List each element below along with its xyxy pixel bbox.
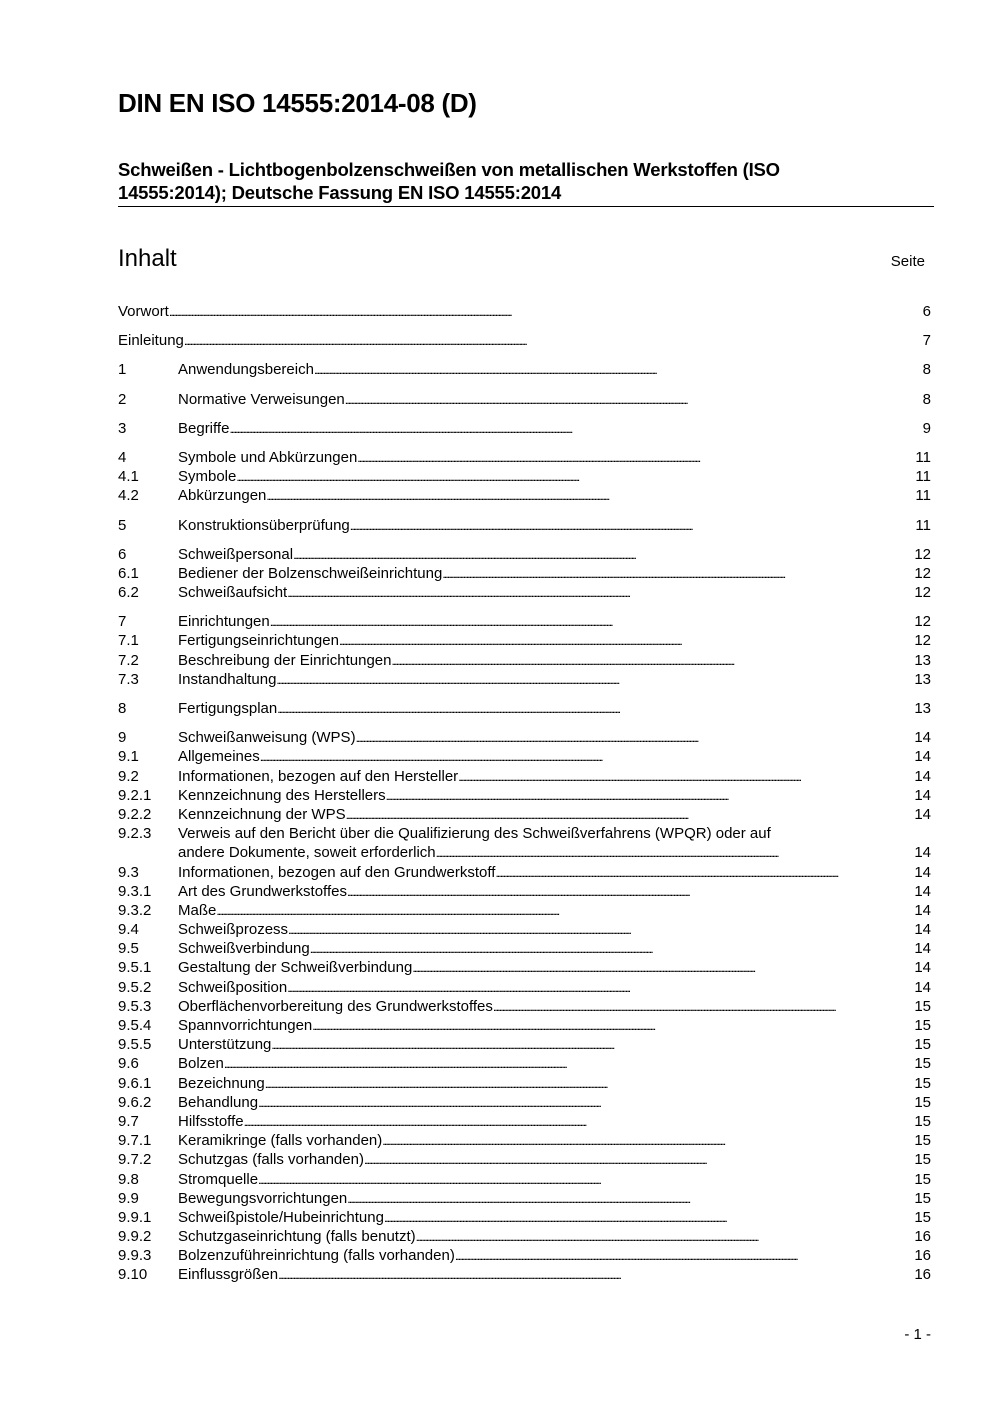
toc-entry-page: 6 (922, 303, 931, 320)
toc-entry[interactable] (118, 939, 931, 958)
toc-entry-page: 13 (914, 651, 931, 669)
toc-entry-number: 1 (118, 361, 127, 379)
toc-entry[interactable] (118, 1170, 931, 1189)
toc-group (118, 331, 931, 350)
toc-entry[interactable] (118, 882, 931, 901)
page-column-label: Seite (890, 253, 925, 270)
toc-entry-title: Schutzgas (falls vorhanden) (178, 1151, 364, 1169)
toc-entry-title: Beschreibung der Einrichtungen (178, 651, 392, 669)
toc-entry-number: 9.8 (118, 1170, 139, 1188)
toc-entry[interactable] (118, 747, 931, 766)
toc-entry-title: Informationen, bezogen auf den Hersteller (178, 767, 459, 785)
toc-entry-title: Bolzenzuführeinrichtung (falls vorhanden) (178, 1247, 455, 1265)
dot-leader (356, 728, 915, 748)
toc-entry-number: 3 (118, 419, 127, 437)
toc-entry-title: Unterstützung (178, 1036, 272, 1054)
toc-entry-page: 13 (914, 700, 931, 717)
toc-entry-title: andere Dokumente, soweit erforderlich (178, 844, 436, 862)
toc-entry[interactable] (118, 1054, 931, 1073)
toc-entry[interactable] (118, 997, 931, 1016)
toc-entry-page: 16 (914, 1247, 931, 1265)
toc-entry-page: 12 (914, 584, 931, 602)
toc-entry-number: 9.5.2 (118, 978, 152, 996)
toc-entry-page: 14 (914, 940, 931, 958)
toc-entry-title: Normative Verweisungen (178, 390, 345, 408)
toc-entry-page: 12 (914, 632, 931, 650)
toc-entry-title: Einrichtungen (178, 613, 270, 631)
toc-entry-page: 15 (914, 1036, 931, 1054)
dot-leader (184, 331, 923, 351)
toc-entry-page: 7 (922, 332, 931, 350)
dot-leader (458, 767, 914, 787)
subtitle-line: 14555:2014); Deutsche Fassung EN ISO 14555:2014 (118, 182, 562, 203)
toc-entry[interactable] (118, 467, 931, 486)
toc-entry-number: 9.6.1 (118, 1074, 152, 1092)
toc-entry-number: 4 (118, 448, 127, 466)
toc-entry-number: 9.5.5 (118, 1036, 152, 1054)
toc-entry-title: Bezeichnung (178, 1074, 265, 1092)
dot-leader (384, 1208, 914, 1228)
toc-heading: Inhalt (118, 245, 177, 272)
toc-entry-number: 9.5.1 (118, 959, 152, 977)
toc-entry-number: 9.1 (118, 748, 139, 766)
toc-entry-page: 14 (914, 959, 931, 977)
toc-entry-title: Maße (178, 901, 217, 919)
toc-entry-title: Symbole und Abkürzungen (178, 448, 358, 466)
toc-entry[interactable] (118, 1112, 931, 1131)
toc-entry-number: 7 (118, 613, 127, 631)
dot-leader (293, 545, 914, 565)
toc-entry-number: 9.7.2 (118, 1151, 152, 1169)
toc-entry-title: Schweißaufsicht (178, 584, 288, 602)
toc-entry-number: 9 (118, 729, 127, 747)
dot-leader (357, 448, 915, 468)
toc-entry-title: Schweißpistole/Hubeinrichtung (178, 1208, 384, 1226)
toc-entry-number: 9.9.1 (118, 1208, 152, 1226)
toc-entry-title: Bolzen (178, 1055, 224, 1073)
toc-entry-page: 14 (914, 729, 931, 747)
toc-entry-number: 2 (118, 390, 127, 408)
toc-entry-continuation[interactable] (118, 843, 931, 862)
toc-entry-title: Fertigungsplan (178, 700, 278, 717)
toc-entry-page: 15 (914, 1055, 931, 1073)
toc-entry-title: Einflussgrößen (178, 1266, 279, 1284)
toc-entry-number: 9.2.2 (118, 805, 152, 823)
toc-entry[interactable] (118, 863, 931, 882)
page-number: - 1 - (904, 1326, 931, 1343)
toc-entry[interactable] (118, 901, 931, 920)
toc-entry-number: 6 (118, 545, 127, 563)
toc-group (118, 699, 931, 718)
dot-leader (493, 997, 914, 1017)
toc-entry-number: 9.7 (118, 1112, 139, 1130)
toc-entry-title: Konstruktionsüberprüfung (178, 516, 350, 534)
toc-entry-number: 9.5.3 (118, 997, 152, 1015)
toc-entry[interactable] (118, 651, 931, 670)
toc-entry-page: 15 (914, 1189, 931, 1207)
toc-entry-page: 15 (914, 1017, 931, 1034)
toc-entry-title: Art des Grundwerkstoffes (178, 882, 347, 900)
toc-entry-page: 11 (915, 487, 931, 505)
dot-leader (347, 1189, 914, 1209)
toc-entry[interactable] (118, 564, 931, 583)
toc-entry-page: 11 (915, 516, 931, 534)
toc-entry-page: 9 (922, 419, 931, 437)
toc-entry-title: Allgemeines (178, 748, 260, 766)
toc-entry-number: 9.6 (118, 1055, 139, 1073)
toc-entry-page: 15 (914, 1093, 931, 1111)
toc-entry-number: 8 (118, 700, 127, 717)
toc-entry-page: 14 (914, 978, 931, 996)
toc-entry-title: Schutzgaseinrichtung (falls benutzt) (178, 1228, 416, 1246)
toc-entry[interactable] (118, 1265, 931, 1284)
toc-entry-title: Spannvorrichtungen (178, 1017, 313, 1034)
toc-entry-title: Kennzeichnung der WPS (178, 805, 346, 823)
toc-entry-number: 7.1 (118, 632, 139, 650)
toc-entry[interactable] (118, 583, 931, 602)
toc-entry[interactable] (118, 1208, 931, 1227)
toc-entry-page: 12 (914, 613, 931, 631)
subtitle-line: Schweißen - Lichtbogenbolzenschweißen von metallischen Werkstoffen (ISO (118, 159, 780, 180)
toc-entry[interactable] (118, 631, 931, 650)
toc-entry-title: Verweis auf den Bericht über die Qualifizierung des Schweißverfahrens (WPQR) oder auf (178, 825, 771, 843)
toc-entry-title: Abkürzungen (178, 487, 267, 505)
dot-leader (412, 958, 914, 978)
toc-entry-page: 15 (914, 1208, 931, 1226)
dot-leader (347, 882, 914, 902)
dot-leader (258, 1170, 914, 1190)
toc-entry[interactable] (118, 824, 931, 843)
toc-entry[interactable] (118, 390, 931, 409)
toc-entry[interactable] (118, 958, 931, 977)
toc-entry-title: Fertigungseinrichtungen (178, 632, 339, 650)
toc-entry-page: 15 (914, 997, 931, 1015)
dot-leader (270, 612, 915, 632)
toc-entry-number: 9.5 (118, 940, 139, 958)
dot-leader (265, 1074, 915, 1094)
toc-entry-number: 7.2 (118, 651, 139, 669)
toc-entry[interactable] (118, 1131, 931, 1150)
toc-entry-title: Oberflächenvorbereitung des Grundwerkstoffes (178, 997, 493, 1015)
dot-leader (224, 1054, 914, 1074)
toc-entry-title: Begriffe (178, 419, 230, 437)
toc-entry-title: Keramikringe (falls vorhanden) (178, 1132, 383, 1150)
toc-entry[interactable] (118, 920, 931, 939)
toc-entry[interactable] (118, 1227, 931, 1246)
toc-entry-title: Vorwort (118, 303, 169, 320)
toc-group (118, 516, 931, 535)
toc-group (118, 390, 931, 409)
toc-entry[interactable] (118, 516, 931, 535)
table-of-contents (118, 302, 931, 1285)
toc-group (118, 612, 931, 689)
toc-entry-number: 9.6.2 (118, 1093, 152, 1111)
toc-entry-number: 9.9.2 (118, 1228, 152, 1246)
toc-entry-number: 9.2.3 (118, 825, 152, 843)
toc-entry[interactable] (118, 978, 931, 997)
toc-entry-page: 15 (914, 1074, 931, 1092)
toc-entry-number: 9.3.1 (118, 882, 152, 900)
dot-leader (244, 1112, 915, 1132)
toc-entry-title: Schweißposition (178, 978, 288, 996)
dot-leader (287, 978, 914, 998)
toc-entry[interactable] (118, 1150, 931, 1169)
document-title: DIN EN ISO 14555:2014-08 (D) (118, 88, 477, 118)
toc-entry-number: 9.10 (118, 1266, 148, 1284)
toc-entry-number: 9.9.3 (118, 1247, 152, 1265)
toc-group (118, 545, 931, 603)
dot-leader (345, 390, 923, 410)
dot-leader (266, 486, 915, 506)
toc-entry[interactable] (118, 728, 931, 747)
toc-entry-title: Schweißverbindung (178, 940, 310, 958)
toc-entry-page: 8 (922, 390, 931, 408)
toc-entry[interactable] (118, 767, 931, 786)
dot-leader (276, 670, 914, 690)
dot-leader (312, 1016, 914, 1036)
dot-leader (310, 939, 915, 959)
dot-leader (271, 1035, 914, 1055)
toc-entry-title: Gestaltung der Schweißverbindung (178, 959, 413, 977)
toc-entry-page: 15 (914, 1170, 931, 1188)
dot-leader (455, 1246, 914, 1266)
toc-entry-number: 4.2 (118, 487, 139, 505)
toc-entry-title: Stromquelle (178, 1170, 259, 1188)
toc-entry-page: 14 (914, 748, 931, 766)
toc-entry[interactable] (118, 1035, 931, 1054)
toc-entry-page: 8 (922, 361, 931, 379)
toc-group (118, 419, 931, 438)
toc-entry[interactable] (118, 612, 931, 631)
toc-entry-page: 13 (914, 670, 931, 688)
toc-entry-page: 14 (914, 882, 931, 900)
dot-leader (277, 699, 914, 719)
toc-entry[interactable] (118, 1189, 931, 1208)
toc-entry-title: Schweißprozess (178, 921, 289, 939)
toc-entry-title: Behandlung (178, 1093, 259, 1111)
dot-leader (258, 1093, 914, 1113)
toc-entry-title: Instandhaltung (178, 670, 277, 688)
toc-entry-page: 16 (914, 1266, 931, 1284)
toc-entry[interactable] (118, 302, 931, 321)
toc-entry-number: 7.3 (118, 670, 139, 688)
toc-entry-title: Symbole (178, 468, 237, 486)
toc-entry[interactable] (118, 1074, 931, 1093)
toc-entry-page: 16 (914, 1228, 931, 1246)
dot-leader (346, 805, 915, 825)
toc-entry-title: Hilfsstoffe (178, 1112, 244, 1130)
dot-leader (339, 631, 914, 651)
dot-leader (495, 863, 914, 883)
dot-leader (288, 920, 914, 940)
toc-entry-page: 12 (914, 564, 931, 582)
dot-leader (169, 302, 923, 322)
toc-entry-number: 6.1 (118, 564, 139, 582)
toc-entry-number: 9.3.2 (118, 901, 152, 919)
toc-entry[interactable] (118, 805, 931, 824)
toc-group (118, 302, 931, 321)
toc-entry-page: 14 (914, 786, 931, 804)
toc-entry[interactable] (118, 486, 931, 505)
toc-entry-page: 12 (914, 545, 931, 563)
toc-entry-title: Schweißanweisung (WPS) (178, 729, 356, 747)
toc-group (118, 360, 931, 379)
toc-entry-title: Informationen, bezogen auf den Grundwerkstoff (178, 863, 496, 881)
toc-entry[interactable] (118, 1016, 931, 1035)
toc-entry-number: 4.1 (118, 468, 139, 486)
toc-group (118, 448, 931, 506)
toc-entry[interactable] (118, 1093, 931, 1112)
dot-leader (278, 1265, 914, 1285)
dot-leader (391, 651, 914, 671)
toc-entry[interactable] (118, 419, 931, 438)
toc-entry-page: 14 (914, 921, 931, 939)
toc-entry-page: 15 (914, 1132, 931, 1150)
dot-leader (216, 901, 914, 921)
toc-entry-page: 14 (914, 901, 931, 919)
dot-leader (416, 1227, 915, 1247)
toc-entry-number: 9.5.4 (118, 1017, 152, 1034)
toc-entry-page: 15 (914, 1112, 931, 1130)
title-divider (118, 206, 934, 207)
dot-leader (236, 467, 915, 487)
toc-entry-page: 14 (914, 844, 931, 862)
toc-entry-title: Bediener der Bolzenschweißeinrichtung (178, 564, 443, 582)
toc-entry-number: 9.7.1 (118, 1132, 152, 1150)
dot-leader (382, 1131, 914, 1151)
toc-entry-title: Schweißpersonal (178, 545, 294, 563)
dot-leader (436, 843, 915, 863)
toc-entry-title: Einleitung (118, 332, 184, 350)
toc-group (118, 728, 931, 1284)
toc-entry-page: 14 (914, 767, 931, 785)
toc-entry-title: Anwendungsbereich (178, 361, 314, 379)
dot-leader (350, 516, 916, 536)
toc-entry[interactable] (118, 786, 931, 805)
toc-entry-number: 5 (118, 516, 127, 534)
dot-leader (260, 747, 915, 767)
toc-entry-number: 9.4 (118, 921, 139, 939)
toc-entry[interactable] (118, 331, 931, 350)
toc-entry-page: 14 (914, 805, 931, 823)
toc-entry-title: Bewegungsvorrichtungen (178, 1189, 348, 1207)
toc-entry-page: 15 (914, 1151, 931, 1169)
dot-leader (287, 583, 914, 603)
toc-entry[interactable] (118, 448, 931, 467)
dot-leader (442, 564, 914, 584)
toc-entry[interactable] (118, 545, 931, 564)
toc-entry-page: 14 (914, 863, 931, 881)
toc-entry-number: 9.9 (118, 1189, 139, 1207)
toc-entry[interactable] (118, 1246, 931, 1265)
dot-leader (314, 360, 923, 380)
dot-leader (229, 419, 922, 439)
toc-entry-page: 11 (915, 448, 931, 466)
toc-entry-number: 9.2.1 (118, 786, 152, 804)
toc-entry-number: 6.2 (118, 584, 139, 602)
toc-entry[interactable] (118, 670, 931, 689)
dot-leader (364, 1150, 914, 1170)
toc-entry[interactable] (118, 360, 931, 379)
toc-entry[interactable] (118, 699, 931, 718)
dot-leader (386, 786, 915, 806)
toc-entry-page: 11 (915, 468, 931, 486)
document-subtitle (118, 158, 934, 204)
toc-entry-number: 9.2 (118, 767, 139, 785)
toc-entry-title: Kennzeichnung des Herstellers (178, 786, 386, 804)
toc-entry-number: 9.3 (118, 863, 139, 881)
